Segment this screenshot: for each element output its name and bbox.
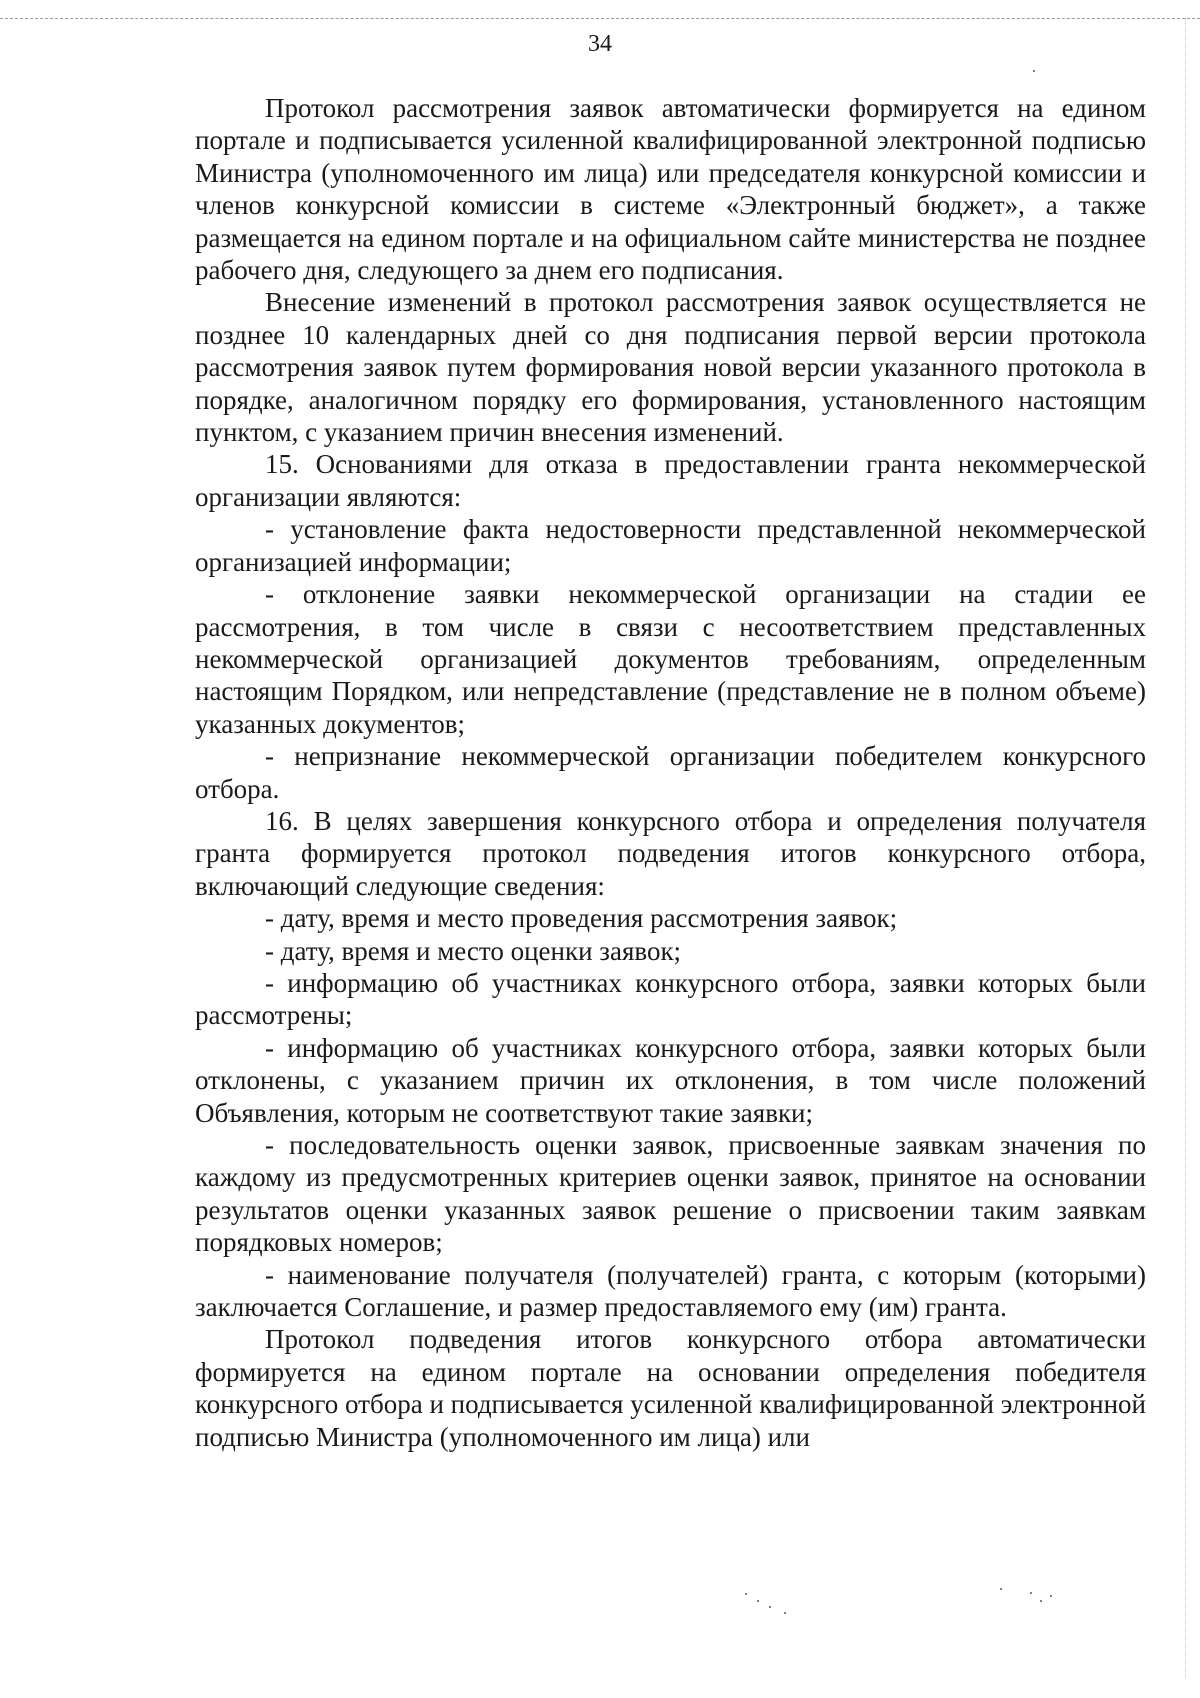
list-item-reviewed-participants: - информацию об участниках конкурсного отбора, заявки которых были рассмотрены;	[195, 967, 1146, 1031]
scan-speck	[745, 1593, 747, 1595]
page-number: 34	[588, 31, 612, 57]
list-item-evaluation-date: - дату, время и место оценки заявок;	[265, 935, 682, 966]
list-item-unreliable-info: - установление факта недостоверности представленной некоммерческой организацией информации;	[195, 514, 1146, 577]
scan-speck	[1040, 1600, 1042, 1602]
scan-speck	[1033, 70, 1035, 72]
scan-edge-right	[1185, 18, 1186, 1678]
list-item-not-winner: - непризнание некоммерческой организации победителем конкурсного отбора.	[195, 741, 1146, 804]
scan-speck	[1050, 1595, 1052, 1597]
scan-speck	[1030, 1592, 1032, 1594]
list-item-recipient-name: - наименование получателя (получателей) гранта, с которым (которыми) заключается Соглашение, и размер предоставляемого ему (им) гранта.	[195, 1259, 1146, 1323]
list-item-evaluation-sequence: - последовательность оценки заявок, присвоенные заявкам значения по каждому из предусмотренных критериев оценки заявок, принятое на основании результатов оценки указанных заявок решение о присвоении таким заявкам порядковых номеров;	[195, 1130, 1146, 1258]
list-item-review-date: - дату, время и место проведения рассмотрения заявок;	[265, 903, 898, 934]
paragraph-15-refusal-grounds: 15. Основаниями для отказа в предоставлении гранта некоммерческой организации являются:	[195, 449, 1146, 512]
paragraph-16-results-protocol: 16. В целях завершения конкурсного отбора и определения получателя гранта формируется протокол подведения итогов конкурсного отбора, включающий следующие сведения:	[195, 805, 1146, 901]
paragraph-protocol-changes: Внесение изменений в протокол рассмотрения заявок осуществляется не позднее 10 календарных дней со дня подписания первой версии протокола рассмотрения заявок путем формирования новой версии указанного протокола в порядке, аналогичном порядку его формирования, установленного настоящим пунктом, с указанием причин внесения изменений.	[195, 287, 1146, 448]
list-item-rejected-participants: - информацию об участниках конкурсного отбора, заявки которых были отклонены, с указанием причин их отклонения, в том числе положений Объявления, которым не соответствуют такие заявки;	[195, 1032, 1146, 1128]
scan-speck	[784, 1612, 786, 1614]
scan-speck	[757, 1600, 759, 1602]
paragraph-results-protocol-signing: Протокол подведения итогов конкурсного отбора автоматически формируется на едином портале на основании определения победителя конкурсного отбора и подписывается усиленной квалифицированной электронной подписью Министра (уполномоченного им лица) или	[195, 1324, 1146, 1452]
paragraph-protocol-review: Протокол рассмотрения заявок автоматически формируется на едином портале и подписывается усиленной квалифицированной электронной подписью Министра (уполномоченного им лица) или председателя конкурсной комиссии и членов конкурсной комиссии в системе «Электронный бюджет», а также размещается на едином портале и на официальном сайте министерства не позднее рабочего дня, следующего за днем его подписания.	[195, 93, 1146, 286]
document-body	[195, 92, 1146, 1453]
scan-edge-top	[0, 18, 1200, 19]
scan-speck	[769, 1606, 771, 1608]
list-item-rejection: - отклонение заявки некоммерческой организации на стадии ее рассмотрения, в том числе в связи с несоответствием представленных некоммерческой организацией документов требованиям, определенным настоящим Порядком, или непредставление (представление не в полном объеме) указанных документов;	[195, 579, 1146, 739]
scan-speck	[1000, 1588, 1002, 1590]
